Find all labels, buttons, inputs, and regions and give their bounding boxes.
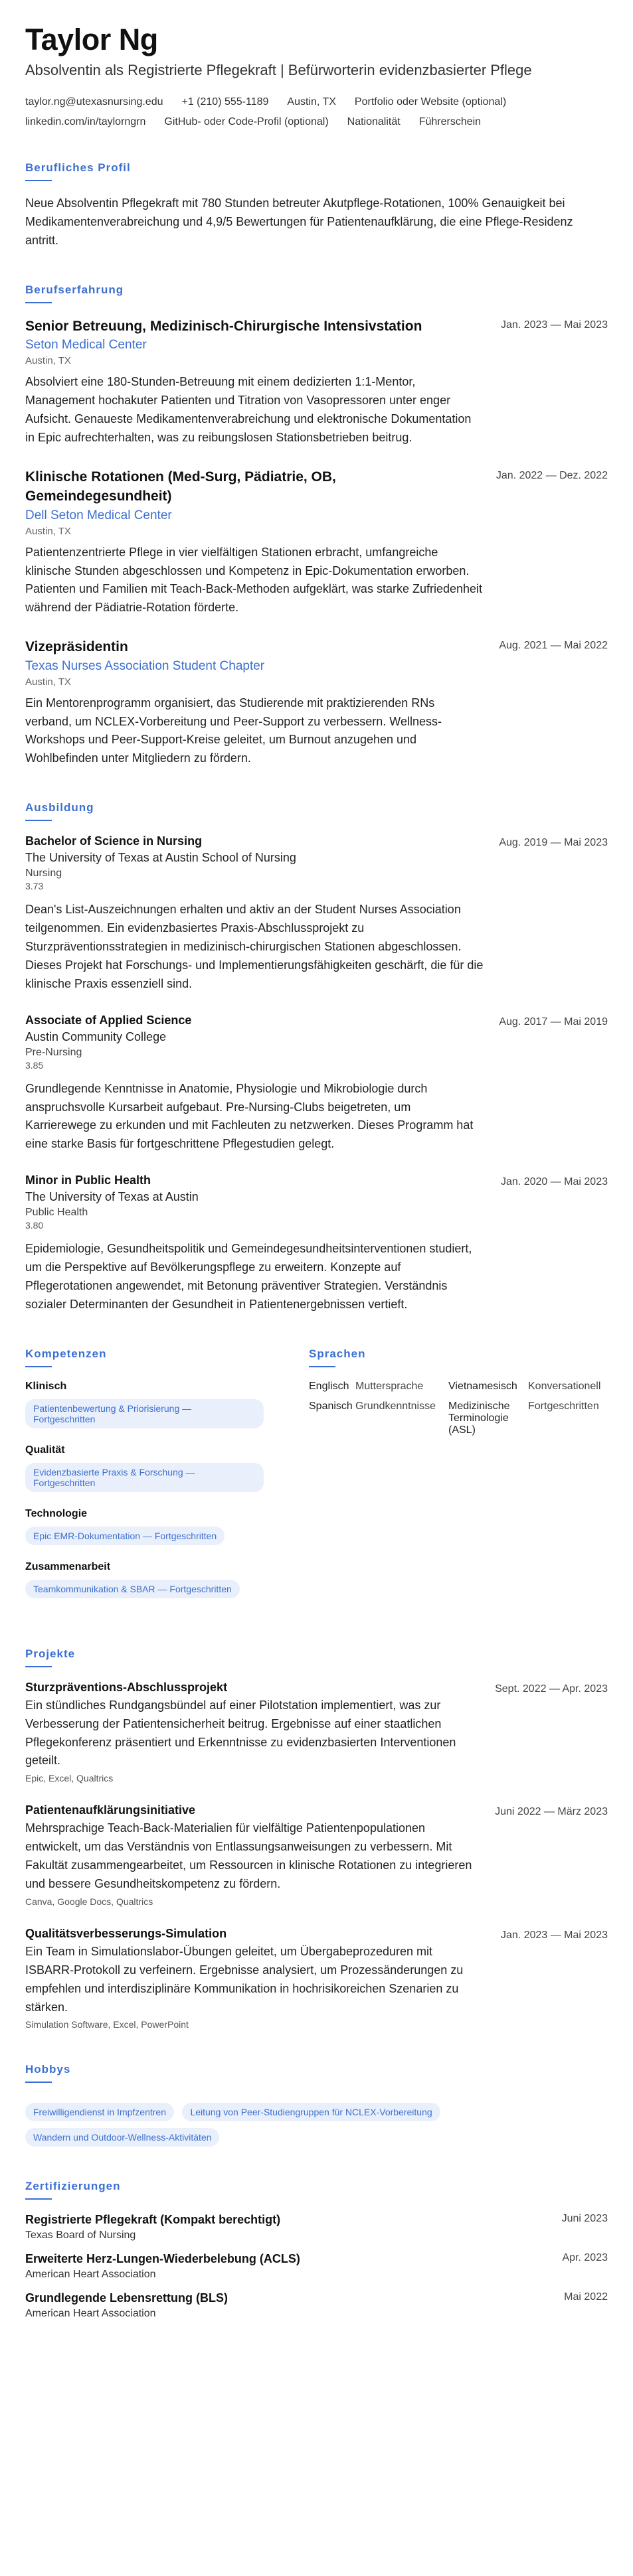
skills-languages-row <box>25 1347 608 1614</box>
language-level: Fortgeschritten <box>528 1400 599 1412</box>
skill-chip: Patientenbewertung & Priorisierung — Fortgeschritten <box>25 1399 264 1428</box>
project-date: Sept. 2022 — Apr. 2023 <box>495 1683 608 1695</box>
education-description: Dean's List-Auszeichnungen erhalten und aktiv an der Student Nurses Association teilgenommen. Ein evidenzbasiertes Praxis-Abschlussprojekt zu Sturzpräventionsstrategien in medizinisch-chirurgischen Stationen abgeschlossen. Dieses Projekt hat Forschungs- und Implementierungsfähigkeiten geschärft, die für die klinische Praxis essenziell sind. <box>25 903 484 990</box>
section-divider <box>309 1366 335 1367</box>
certification-entry <box>25 2291 608 2320</box>
certification-issuer: American Heart Association <box>25 2308 156 2320</box>
gpa-value: 3.80 <box>25 1220 44 1231</box>
job-description: Absolviert eine 180-Stunden-Betreuung mit einem dedizierten 1:1-Mentor, Management hochakuter Patienten und Titration von Vasopressoren unter enger Aufsicht. Genaueste Medikamentenverabreichung und elektronische Dokumentation in Epic aufrechterhalten, was zu reibungslosen Stationsbetrieben beitrug. <box>25 375 472 444</box>
summary-text: Neue Absolventin Pflegekraft mit 780 Stunden betreuter Akutpflege-Rotationen, 100% Genauigkeit bei Medikamentenverabreichung und 4,9/5 Bewertungen für Patientenaufklärung, die eine Pflege-Residenz antritt. <box>25 196 573 248</box>
education-date: Aug. 2019 — Mai 2023 <box>499 837 608 849</box>
job-title: Klinische Rotationen (Med-Surg, Pädiatrie, OB, Gemeindegesundheit) <box>25 469 336 504</box>
project-entry <box>25 1681 608 1784</box>
education-date: Jan. 2020 — Mai 2023 <box>501 1176 608 1188</box>
certification-date: Mai 2022 <box>564 2291 608 2303</box>
job-location: Austin, TX <box>25 355 71 367</box>
employer-name: Texas Nurses Association Student Chapter <box>25 658 265 673</box>
skill-group-name: Qualität <box>25 1444 65 1456</box>
certification-issuer: American Heart Association <box>25 2269 156 2281</box>
section-divider <box>25 180 52 181</box>
contact-location: Austin, TX <box>287 96 336 108</box>
certification-name: Erweiterte Herz-Lungen-Wiederbelebung (ACLS) <box>25 2252 300 2266</box>
hobby-list <box>25 2096 543 2147</box>
employer-name: Seton Medical Center <box>25 338 147 352</box>
education-entry <box>25 834 608 993</box>
section-divider <box>25 820 52 821</box>
gpa-value: 3.85 <box>25 1059 44 1071</box>
education-description: Grundlegende Kenntnisse in Anatomie, Physiologie und Mikrobiologie durch anspruchsvolle Kursarbeit aufgebaut. Pre-Nursing-Clubs beigetreten, um Karrierewege zu erkunden und mit Fachleuten zu netzwerken. Dieses Programm hat eine starke Basis für fortgeschrittene Pflegestudien gelegt. <box>25 1081 474 1151</box>
section-divider <box>25 1366 52 1367</box>
certification-date: Juni 2023 <box>561 2213 608 2225</box>
project-name: Sturzpräventions-Abschlussprojekt <box>25 1680 228 1694</box>
hobby-chip: Wandern und Outdoor-Wellness-Aktivitäten <box>25 2128 219 2147</box>
summary-section <box>25 161 608 250</box>
projects-section <box>25 1647 608 2030</box>
certification-entry <box>25 2252 608 2281</box>
skill-group-name: Technologie <box>25 1507 88 1519</box>
experience-entry <box>25 317 608 447</box>
language-level: Grundkenntnisse <box>355 1400 436 1412</box>
contact-list <box>25 96 596 128</box>
candidate-headline: Absolventin als Registrierte Pflegekraft | Befürworterin evidenzbasierter Pflege <box>25 62 532 79</box>
section-title: Berufliches Profil <box>25 161 131 175</box>
degree-title: Bachelor of Science in Nursing <box>25 834 203 848</box>
language-name: Spanisch <box>309 1400 353 1412</box>
job-title: Senior Betreuung, Medizinisch-Chirurgische Intensivstation <box>25 318 422 334</box>
project-description: Mehrsprachige Teach-Back-Materialien für vielfältige Patientenpopulationen entwickelt, um das Verständnis von Entlassungsanweisungen zu verbessern. Mit Fakultät zusammengearbeitet, um Ressourcen in klinische Rotationen zu integrieren und bessere Gesundheitskompetenz zu fördern. <box>25 1821 472 1890</box>
field-of-study: Pre-Nursing <box>25 1046 82 1058</box>
degree-title: Associate of Applied Science <box>25 1013 192 1027</box>
language-name: Medizinische Terminologie (ASL) <box>448 1400 510 1436</box>
hobby-chip: Leitung von Peer-Studiengruppen für NCLEX-Vorbereitung <box>182 2103 440 2121</box>
certification-issuer: Texas Board of Nursing <box>25 2230 136 2241</box>
education-date: Aug. 2017 — Mai 2019 <box>499 1016 608 1027</box>
skill-chip: Teamkommunikation & SBAR — Fortgeschritten <box>25 1580 240 1598</box>
certification-name: Grundlegende Lebensrettung (BLS) <box>25 2291 228 2305</box>
project-date: Juni 2022 — März 2023 <box>495 1806 608 1818</box>
language-name: Englisch <box>309 1380 349 1392</box>
section-divider <box>25 1666 52 1667</box>
job-description: Ein Mentorenprogramm organisiert, das Studierende mit praktizierenden RNs verband, um NCLEX-Vorbereitung und Peer-Support zu verbessern. Wellness-Workshops und Peer-Support-Kreise geleitet, um Burnout anzugehen und Wohlbefinden unter Mitgliedern zu fördern. <box>25 696 442 765</box>
experience-entry <box>25 637 608 768</box>
skill-group <box>25 1444 269 1492</box>
section-divider <box>25 302 52 303</box>
section-title: Hobbys <box>25 2063 71 2076</box>
job-date: Jan. 2023 — Mai 2023 <box>501 319 608 331</box>
language-level: Konversationell <box>528 1380 601 1392</box>
project-name: Qualitätsverbesserungs-Simulation <box>25 1926 227 1940</box>
hobby-chip: Freiwilligendienst in Impfzentren <box>25 2103 174 2121</box>
section-title: Sprachen <box>309 1347 366 1360</box>
school-name: The University of Texas at Austin School of Nursing <box>25 851 296 865</box>
project-tools: Canva, Google Docs, Qualtrics <box>25 1896 153 1907</box>
language-list <box>309 1381 608 1436</box>
section-title: Berufserfahrung <box>25 283 124 296</box>
education-entry <box>25 1174 608 1314</box>
contact-portfolio[interactable]: Portfolio oder Website (optional) <box>354 96 507 108</box>
job-date: Jan. 2022 — Dez. 2022 <box>496 469 608 481</box>
certifications-section <box>25 2180 608 2320</box>
education-entry <box>25 1014 608 1154</box>
contact-email[interactable]: taylor.ng@utexasnursing.edu <box>25 96 163 108</box>
school-name: The University of Texas at Austin <box>25 1190 199 1204</box>
field-of-study: Public Health <box>25 1207 88 1219</box>
section-title: Projekte <box>25 1647 76 1660</box>
section-title: Zertifizierungen <box>25 2180 121 2193</box>
contact-phone[interactable]: +1 (210) 555-1189 <box>181 96 269 108</box>
resume-header <box>25 24 608 128</box>
experience-entry <box>25 467 608 617</box>
skill-group-name: Zusammenarbeit <box>25 1560 111 1572</box>
skill-group-name: Klinisch <box>25 1380 67 1392</box>
section-title: Ausbildung <box>25 801 94 814</box>
section-divider <box>25 2198 52 2200</box>
certification-date: Apr. 2023 <box>562 2252 608 2264</box>
degree-title: Minor in Public Health <box>25 1174 151 1187</box>
education-description: Epidemiologie, Gesundheitspolitik und Gemeindegesundheitsinterventionen studiert, um die Perspektive auf Bevölkerungspflege zu erweitern. Konzepte auf Pflegerotationen angewendet, mit Betonung präventiver Strategien. Verständnis sozialer Determinanten der Gesundheit in Patientenergebnissen vertieft. <box>25 1242 472 1311</box>
experience-section <box>25 283 608 768</box>
candidate-name: Taylor Ng <box>25 23 158 56</box>
project-date: Jan. 2023 — Mai 2023 <box>501 1929 608 1941</box>
job-date: Aug. 2021 — Mai 2022 <box>499 640 608 652</box>
contact-nationality: Nationalität <box>347 116 401 128</box>
school-name: Austin Community College <box>25 1029 167 1043</box>
contact-license: Führerschein <box>418 116 482 128</box>
skill-chip: Evidenzbasierte Praxis & Forschung — Fortgeschritten <box>25 1463 264 1492</box>
contact-linkedin[interactable]: linkedin.com/in/taylorngrn <box>25 116 146 128</box>
project-entry <box>25 1927 608 2030</box>
hobbies-section <box>25 2063 608 2147</box>
education-section <box>25 801 608 1314</box>
language-name: Vietnamesisch <box>448 1380 517 1392</box>
employer-name: Dell Seton Medical Center <box>25 508 172 522</box>
gpa-value: 3.73 <box>25 881 44 892</box>
project-description: Ein stündliches Rundgangsbündel auf einer Pilotstation implementiert, was zur Verbesserung der Patientensicherheit beitrug. Ergebnisse auf einer staatlichen Pflegekonferenz präsentiert und Erkenntnisse zu evidenzbasierten Interventionen geteilt. <box>25 1698 456 1768</box>
job-location: Austin, TX <box>25 676 71 688</box>
skill-group <box>25 1508 269 1545</box>
project-name: Patientenaufklärungsinitiative <box>25 1803 196 1817</box>
field-of-study: Nursing <box>25 868 62 879</box>
contact-github[interactable]: GitHub- oder Code-Profil (optional) <box>164 116 329 128</box>
skill-group <box>25 1561 269 1598</box>
project-tools: Epic, Excel, Qualtrics <box>25 1773 114 1784</box>
job-title: Vizepräsidentin <box>25 639 128 655</box>
certification-name: Registrierte Pflegekraft (Kompakt berechtigt) <box>25 2213 281 2227</box>
job-description: Patientenzentrierte Pflege in vier vielfältigen Stationen erbracht, umfangreiche klinische Stunden abgeschlossen und Kompetenz in Epic-Dokumentation erworben. Patienten und Familien mit Teach-Back-Methoden aufgeklärt, was starke Zufriedenheit während der Pädiatrie-Rotation förderte. <box>25 545 483 615</box>
project-tools: Simulation Software, Excel, PowerPoint <box>25 2019 189 2030</box>
skills-section <box>25 1347 269 1614</box>
certification-entry <box>25 2213 608 2241</box>
section-divider <box>25 2082 52 2083</box>
skill-chip: Epic EMR-Dokumentation — Fortgeschritten <box>25 1527 225 1545</box>
project-description: Ein Team in Simulationslabor-Übungen geleitet, um Übergabeprozeduren mit ISBARR-Protokoll zu verfeinern. Ergebnisse analysiert, um Prozessänderungen zu empfehlen und interdisziplinäre Kommunikation in hochrisikoreichen Szenarien zu stärken. <box>25 1944 464 2014</box>
language-level: Muttersprache <box>355 1380 424 1392</box>
languages-section <box>309 1347 608 1614</box>
section-title: Kompetenzen <box>25 1347 107 1360</box>
project-entry <box>25 1803 608 1907</box>
job-location: Austin, TX <box>25 525 71 537</box>
skill-group <box>25 1381 269 1428</box>
